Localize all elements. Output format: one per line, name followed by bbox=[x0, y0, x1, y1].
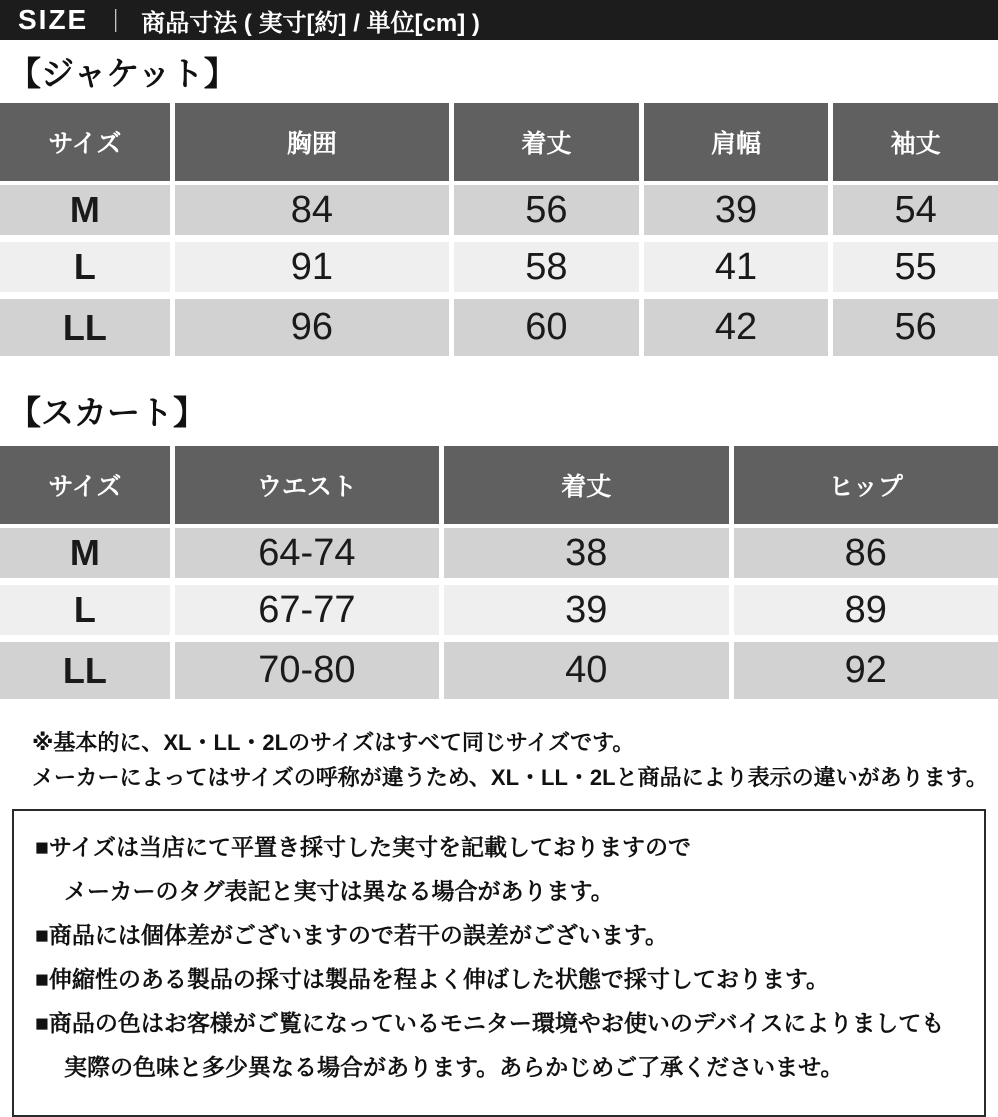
measurement-cell: 86 bbox=[729, 528, 998, 585]
size-cell: M bbox=[0, 528, 170, 585]
header-separator: ｜ bbox=[104, 7, 128, 34]
column-header-chest: 胸囲 bbox=[170, 103, 449, 185]
jacket-heading: 【ジャケット】 bbox=[8, 55, 237, 92]
disclaimer-box bbox=[12, 809, 986, 1117]
header-subtitle: 商品寸法 ( 実寸[約] / 単位[cm] ) bbox=[141, 9, 480, 37]
column-header-shoulder: 肩幅 bbox=[639, 103, 829, 185]
column-header-sleeve: 袖丈 bbox=[828, 103, 998, 185]
column-header-length: 着丈 bbox=[449, 103, 639, 185]
disclaimer-line: 実際の色味と多少異なる場合があります。あらかじめご了承くださいませ。 bbox=[64, 1054, 844, 1080]
column-header-hip: ヒップ bbox=[729, 446, 998, 528]
measurement-cell: 91 bbox=[170, 242, 449, 299]
measurement-cell: 39 bbox=[639, 185, 829, 242]
column-header-length: 着丈 bbox=[439, 446, 728, 528]
size-cell: LL bbox=[0, 299, 170, 356]
jacket-header-row bbox=[0, 103, 998, 185]
skirt-heading: 【スカート】 bbox=[8, 394, 206, 431]
disclaimer-line: ■サイズは当店にて平置き採寸した実寸を記載しておりますので bbox=[35, 834, 692, 860]
disclaimer-line: ■商品には個体差がございますので若干の誤差がございます。 bbox=[35, 922, 669, 948]
table-row bbox=[0, 585, 998, 642]
table-row bbox=[0, 299, 998, 356]
size-title: SIZE bbox=[18, 4, 89, 35]
size-cell: LL bbox=[0, 642, 170, 699]
note-line: メーカーによってはサイズの呼称が違うため、XL・LL・2Lと商品により表示の違いがあります。 bbox=[32, 765, 988, 790]
table-row bbox=[0, 528, 998, 585]
measurement-cell: 38 bbox=[439, 528, 728, 585]
measurement-cell: 70-80 bbox=[170, 642, 439, 699]
size-header-bar bbox=[0, 0, 998, 40]
size-cell: L bbox=[0, 242, 170, 299]
measurement-cell: 92 bbox=[729, 642, 998, 699]
measurement-cell: 41 bbox=[639, 242, 829, 299]
table-row bbox=[0, 642, 998, 699]
measurement-cell: 42 bbox=[639, 299, 829, 356]
measurement-cell: 56 bbox=[828, 299, 998, 356]
measurement-cell: 39 bbox=[439, 585, 728, 642]
table-row bbox=[0, 185, 998, 242]
measurement-cell: 58 bbox=[449, 242, 639, 299]
measurement-cell: 96 bbox=[170, 299, 449, 356]
measurement-cell: 89 bbox=[729, 585, 998, 642]
table-row bbox=[0, 242, 998, 299]
size-cell: M bbox=[0, 185, 170, 242]
skirt-size-table bbox=[0, 446, 998, 699]
column-header-size: サイズ bbox=[0, 446, 170, 528]
measurement-cell: 60 bbox=[449, 299, 639, 356]
disclaimer-line: ■伸縮性のある製品の採寸は製品を程よく伸ばした状態で採寸しております。 bbox=[35, 966, 830, 992]
measurement-cell: 56 bbox=[449, 185, 639, 242]
measurement-cell: 64-74 bbox=[170, 528, 439, 585]
measurement-cell: 55 bbox=[828, 242, 998, 299]
measurement-cell: 54 bbox=[828, 185, 998, 242]
size-cell: L bbox=[0, 585, 170, 642]
column-header-waist: ウエスト bbox=[170, 446, 439, 528]
measurement-cell: 40 bbox=[439, 642, 728, 699]
size-notes bbox=[32, 725, 998, 795]
disclaimer-line: メーカーのタグ表記と実寸は異なる場合があります。 bbox=[64, 878, 614, 904]
disclaimer-line: ■商品の色はお客様がご覧になっているモニター環境やお使いのデバイスによりましても bbox=[35, 1010, 945, 1036]
skirt-header-row bbox=[0, 446, 998, 528]
jacket-size-table bbox=[0, 103, 998, 356]
column-header-size: サイズ bbox=[0, 103, 170, 185]
measurement-cell: 67-77 bbox=[170, 585, 439, 642]
note-line: ※基本的に、XL・LL・2Lのサイズはすべて同じサイズです。 bbox=[32, 730, 635, 755]
measurement-cell: 84 bbox=[170, 185, 449, 242]
